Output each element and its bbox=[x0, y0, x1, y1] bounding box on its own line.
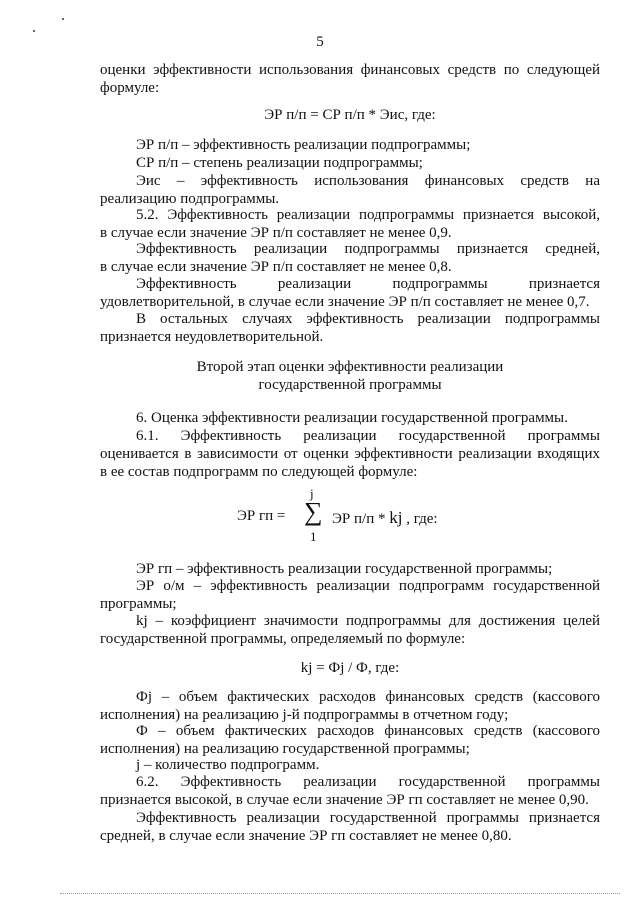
definition-kj bbox=[100, 612, 600, 648]
text-line: признается неудовлетворительной. bbox=[100, 329, 324, 345]
paragraph-final bbox=[100, 809, 600, 845]
text-line: программы; bbox=[100, 596, 177, 612]
formula-lhs: ЭР гп = bbox=[237, 508, 286, 524]
definition-eis bbox=[100, 172, 600, 208]
text-line: Эис – эффективность использования финансовых средств на bbox=[136, 173, 600, 189]
text-line: Эффективность реализации подпрограммы признается bbox=[136, 276, 600, 292]
text-line: реализацию подпрограммы. bbox=[100, 191, 280, 207]
text-line: исполнения) на реализацию государственной программы; bbox=[100, 741, 470, 757]
heading-line: Второй этап оценки эффективности реализации bbox=[196, 359, 504, 375]
section-heading bbox=[100, 358, 600, 394]
paragraph-other-cases bbox=[100, 310, 600, 346]
page-number: 5 bbox=[316, 34, 324, 50]
intro-paragraph bbox=[100, 61, 600, 97]
sigma-symbol: ∑ bbox=[304, 497, 323, 526]
paragraph-5-2 bbox=[100, 206, 600, 242]
text-line: ЭР о/м – эффективность реализации подпрограмм государственной bbox=[136, 578, 600, 594]
definition-line: ЭР п/п – эффективность реализации подпрограммы; bbox=[136, 137, 471, 153]
text-line: оценивается в зависимости от оценки эффективности реализации входящих bbox=[100, 446, 600, 462]
definition-line: j – количество подпрограмм. bbox=[136, 757, 320, 773]
definition-er-gp bbox=[100, 560, 600, 578]
definitions-er-sr bbox=[100, 136, 600, 172]
text-line: в случае если значение ЭР п/п составляет не менее 0,8. bbox=[100, 259, 452, 275]
text-line: Эффективность реализации государственной программы признается bbox=[136, 810, 600, 826]
definition-f bbox=[100, 722, 600, 758]
text-line: исполнения) на реализацию j-й подпрограммы в отчетном году; bbox=[100, 707, 509, 723]
text-line: 6. Оценка эффективности реализации государственной программы. bbox=[136, 410, 568, 426]
text-line: в случае если значение ЭР п/п составляет не менее 0,9. bbox=[100, 225, 452, 241]
text-line: в ее состав подпрограмм по следующей формуле: bbox=[100, 464, 418, 480]
text-line: kj – коэффициент значимости подпрограммы для достижения целей bbox=[136, 613, 600, 629]
paragraph-6-2 bbox=[100, 773, 600, 809]
paragraph-medium bbox=[100, 240, 600, 276]
paragraph-6 bbox=[100, 409, 600, 427]
text-line: 5.2. Эффективность реализации подпрограммы признается высокой, bbox=[136, 207, 600, 223]
definition-j bbox=[100, 756, 600, 774]
sum-lower-limit: 1 bbox=[310, 529, 317, 544]
formula-er-pp: ЭР п/п = СР п/п * Эис, где: bbox=[264, 107, 436, 123]
text-line: 6.2. Эффективность реализации государственной программы bbox=[136, 774, 600, 790]
definition-line: ЭР гп – эффективность реализации государственной программы; bbox=[136, 561, 553, 577]
formula-er-gp bbox=[237, 486, 497, 546]
text-line: Ф – объем фактических расходов финансовых средств (кассового bbox=[136, 723, 600, 739]
formula-kj-def: kj = Фj / Ф, где: bbox=[300, 660, 400, 676]
text-line: удовлетворительной, в случае если значение ЭР п/п составляет не менее 0,7. bbox=[100, 294, 590, 310]
formula-kj: kj bbox=[389, 508, 403, 527]
formula-rhs-term: ЭР п/п * bbox=[332, 511, 390, 527]
text-line: оценки эффективности использования финансовых средств по следующей bbox=[100, 62, 600, 78]
sum-upper-limit: j bbox=[310, 486, 314, 501]
text-line: государственной программы, определяемый по формуле: bbox=[100, 631, 466, 647]
paragraph-6-1 bbox=[100, 427, 600, 481]
formula-rhs bbox=[332, 508, 438, 528]
scan-edge-line bbox=[60, 893, 620, 894]
text-line: средней, в случае если значение ЭР гп составляет не менее 0,80. bbox=[100, 828, 512, 844]
text-line: В остальных случаях эффективность реализации подпрограммы bbox=[136, 311, 600, 327]
text-line: формуле: bbox=[100, 80, 160, 96]
definition-er-om bbox=[100, 577, 600, 613]
text-line: Эффективность реализации подпрограммы признается средней, bbox=[136, 241, 600, 257]
heading-line: государственной программы bbox=[258, 377, 442, 393]
formula-where: , где: bbox=[402, 511, 438, 527]
paragraph-satisfactory bbox=[100, 275, 600, 311]
text-line: 6.1. Эффективность реализации государственной программы bbox=[136, 428, 600, 444]
text-line: признается высокой, в случае если значение ЭР гп составляет не менее 0,90. bbox=[100, 792, 589, 808]
definition-fj bbox=[100, 688, 600, 724]
text-line: Фj – объем фактических расходов финансовых средств (кассового bbox=[136, 689, 600, 705]
definition-line: СР п/п – степень реализации подпрограммы; bbox=[136, 155, 423, 171]
